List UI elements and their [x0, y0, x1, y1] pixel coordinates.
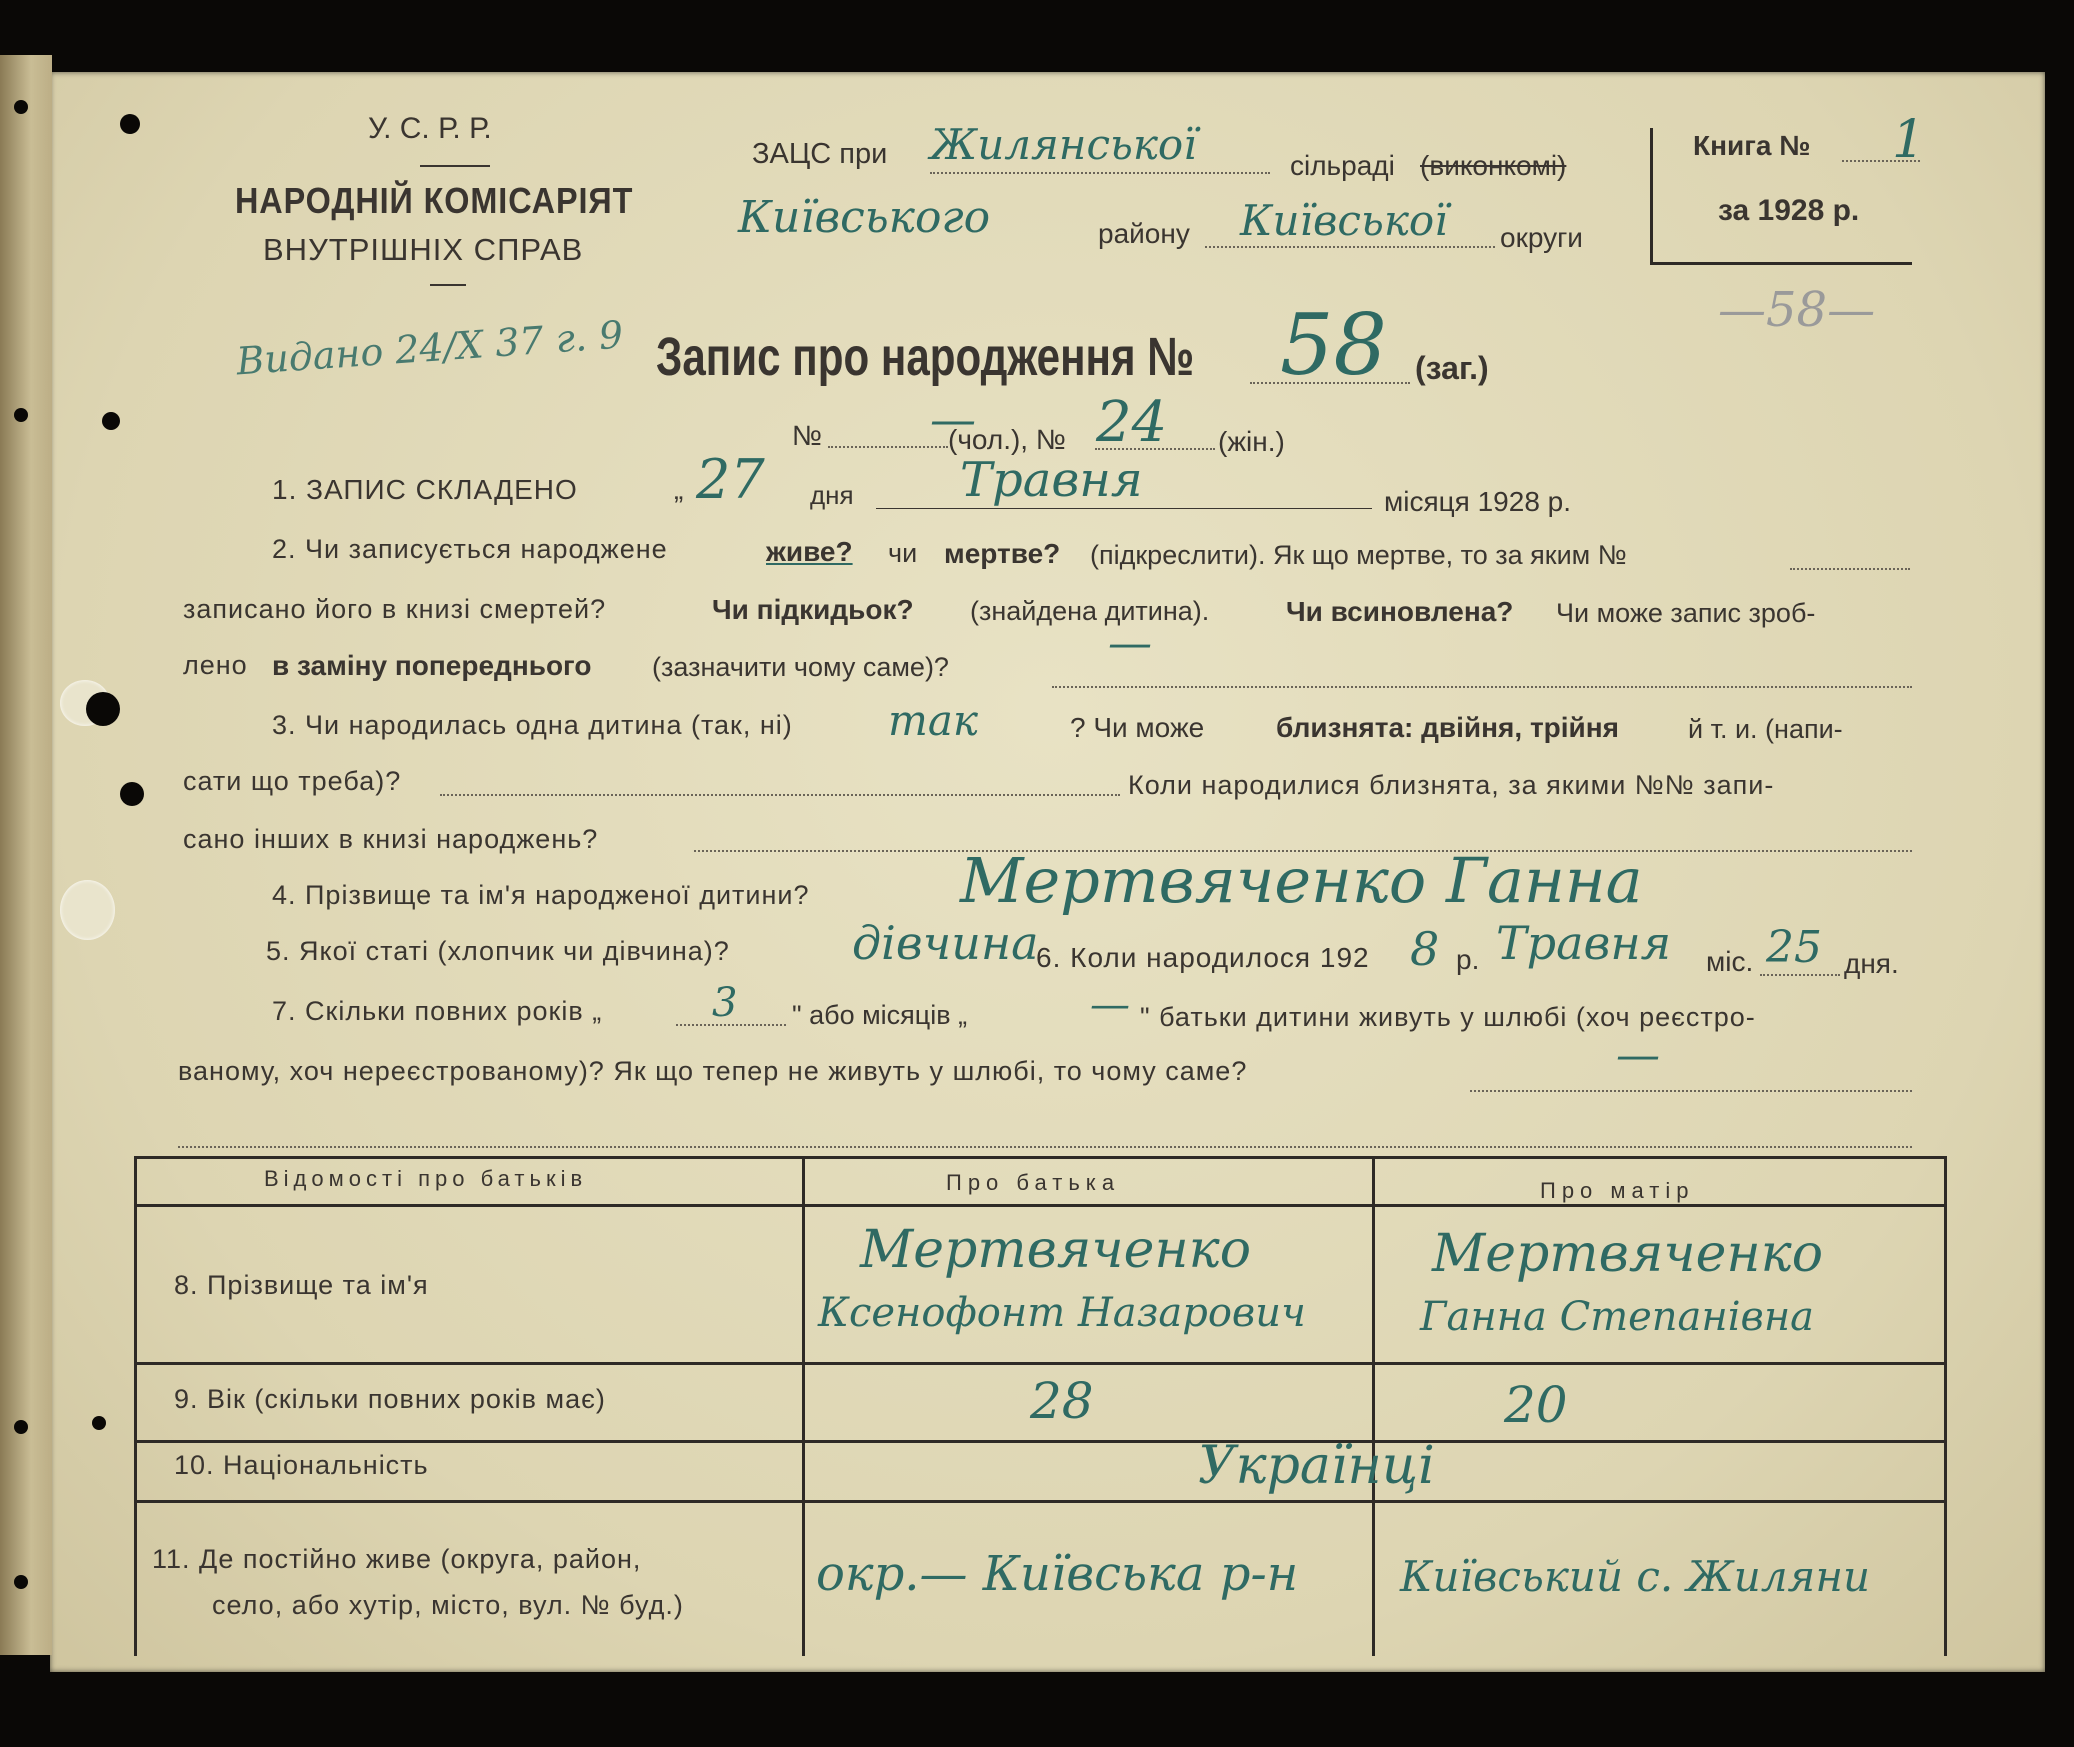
q3-line1a: 3. Чи народилась одна дитина (так, ні): [272, 710, 793, 740]
nationality-value: Українці: [1198, 1436, 1435, 1496]
q1-label: 1. ЗАПИС СКЛАДЕНО: [272, 474, 578, 505]
q7-line1a: 7. Скільки повних років „: [272, 996, 603, 1026]
q1-tail: місяця 1928 р.: [1384, 486, 1572, 517]
table-border: [134, 1440, 1944, 1443]
father-name: Ксенофонт Назарович: [818, 1290, 1306, 1336]
q5-label: 5. Якої статі (хлопчик чи дівчина)?: [266, 936, 730, 966]
zags-value: Жилянської: [930, 120, 1197, 169]
q1-dnia: дня: [810, 480, 854, 510]
table-border: [802, 1156, 805, 1656]
table-border: [1944, 1156, 1947, 1656]
fill-line: [1790, 568, 1910, 570]
book-box-border: [1650, 128, 1653, 262]
punch-dot: [92, 1416, 106, 1430]
q3-line2b: Коли народилися близнята, за якими №№ запи-: [1128, 770, 1775, 800]
record-suffix: (заг.): [1415, 350, 1489, 386]
father-residence: окр.— Київська р-н: [816, 1546, 1299, 1602]
table-border: [134, 1156, 137, 1656]
chol-value: —: [930, 392, 976, 446]
zags-label: ЗАЦС при: [752, 138, 888, 170]
fill-line: [828, 446, 948, 448]
q2-zhyve: живе?: [766, 536, 853, 567]
fill-line: [440, 794, 1120, 796]
table-border: [134, 1156, 1944, 1159]
q7-answer: —: [1616, 1030, 1660, 1081]
raion-value: Київського: [738, 192, 991, 243]
punch-dot: [120, 782, 144, 806]
zhin-label: (жін.): [1218, 426, 1285, 457]
fill-line: [1250, 382, 1410, 384]
okruha-value: Київської: [1240, 196, 1448, 245]
row-age-label: 9. Вік (скільки повних років має): [174, 1384, 606, 1414]
q1-day: 27: [696, 448, 765, 511]
q2-answer: —: [1108, 618, 1152, 669]
row-name-label: 8. Прізвище та ім'я: [174, 1270, 429, 1300]
q6-day: 25: [1766, 922, 1822, 973]
q2-mertve: мертве?: [944, 538, 1061, 569]
table-header-parents: Відомості про батьків: [264, 1166, 588, 1191]
silradi-label: сільраді: [1290, 150, 1395, 181]
q2-line2a: записано його в книзі смертей?: [183, 594, 607, 624]
fill-line: [930, 172, 1270, 174]
book-box-border: [1650, 262, 1912, 265]
fill-line: [1842, 160, 1920, 162]
mother-name: Ганна Степанівна: [1420, 1294, 1815, 1340]
issued-note: Видано 24/X 37 г. 9: [234, 312, 625, 384]
fill-line: [676, 1024, 786, 1026]
record-title: Запис про народження №: [656, 327, 1195, 387]
book-number: 1: [1892, 110, 1926, 170]
q3-line1b: ? Чи може: [1070, 712, 1205, 743]
republic-title: У. С. Р. Р.: [368, 112, 492, 145]
q7-line1b: " або місяців „: [792, 1000, 968, 1030]
q1-month: Травня: [960, 452, 1143, 508]
q2-chy: чи: [888, 538, 918, 568]
book-year: за 1928 р.: [1718, 194, 1860, 227]
q3-answer: так: [888, 696, 978, 745]
table-border: [134, 1204, 1944, 1207]
q7-line1c: " батьки дитини живуть у шлюбі (хоч реєстро-: [1140, 1002, 1756, 1032]
q6-r: р.: [1456, 944, 1480, 975]
q7-months: —: [1090, 982, 1130, 1028]
chol-label: (чол.), №: [948, 424, 1066, 455]
q2-line1a: 2. Чи записується народжене: [272, 534, 668, 564]
fill-line: [1052, 686, 1912, 688]
fill-line: [1205, 246, 1495, 248]
table-header-mother: Про матір: [1540, 1178, 1695, 1203]
q7-years: 3: [712, 980, 738, 1026]
book-label: Книга №: [1693, 130, 1811, 161]
mother-age: 20: [1504, 1376, 1568, 1434]
q3-line2a: сати що треба)?: [183, 766, 402, 796]
punch-dot: [102, 412, 120, 430]
quote-mark: „: [674, 474, 684, 505]
punch-dot: [120, 114, 140, 134]
punch-dot: [86, 692, 120, 726]
binding-hole: [14, 1420, 28, 1434]
commissariat-subtitle: ВНУТРІШНІХ СПРАВ: [263, 232, 584, 267]
q2-pidkydok: Чи підкидьок?: [712, 594, 914, 625]
zhin-value: 24: [1096, 390, 1168, 455]
mother-surname: Мертвяченко: [1432, 1224, 1824, 1284]
q6-mis: міс.: [1706, 946, 1754, 977]
q2-zaminu: в заміну попереднього: [272, 650, 592, 681]
binding-edge: [0, 55, 52, 1655]
row-residence-label-2: село, або хутір, місто, вул. № буд.): [212, 1590, 684, 1620]
no-label: №: [792, 420, 823, 451]
q6-month: Травня: [1496, 916, 1672, 970]
fill-line: [1470, 1090, 1912, 1092]
commissariat-title: НАРОДНІЙ КОМІСАРІЯТ: [235, 180, 634, 221]
q2-vsynovlena: Чи всиновлена?: [1286, 596, 1514, 627]
q6-year: 8: [1410, 922, 1440, 976]
q3-line1c: й т. и. (напи-: [1688, 714, 1843, 744]
binding-hole: [60, 880, 115, 940]
fill-line: [876, 508, 1372, 509]
record-number: 58: [1280, 296, 1387, 394]
q3-line3: сано інших в книзі народжень?: [183, 824, 599, 854]
q2-line3b: (зазначити чому саме)?: [652, 652, 949, 682]
binding-hole: [14, 408, 28, 422]
q5-value: дівчина: [852, 916, 1039, 970]
fill-line: [1095, 448, 1215, 450]
binding-hole: [14, 100, 28, 114]
q2-line2c: Чи може запис зроб-: [1556, 598, 1816, 628]
q3-bliznata: близнята: двійня, трійня: [1276, 712, 1619, 743]
father-age: 28: [1030, 1372, 1094, 1430]
binding-hole: [14, 1575, 28, 1589]
q4-label: 4. Прізвище та ім'я народженої дитини?: [272, 880, 810, 910]
row-residence-label: 11. Де постійно живе (округа, район,: [152, 1544, 642, 1574]
raion-label: району: [1098, 218, 1190, 249]
q2-line3a: лено: [183, 650, 248, 680]
table-header-father: Про батька: [946, 1170, 1121, 1195]
q6-label: 6. Коли народилося 192: [1036, 942, 1370, 973]
q2-line1b: (підкреслити). Як що мертве, то за яким №: [1090, 540, 1627, 570]
fill-line: [178, 1146, 1912, 1148]
q6-dnia: дня.: [1844, 948, 1899, 979]
okruha-label: округи: [1500, 222, 1583, 253]
table-border: [134, 1500, 1944, 1503]
q2-line2b: (знайдена дитина).: [970, 596, 1210, 626]
table-border: [134, 1362, 1944, 1365]
fill-line: [1760, 974, 1840, 976]
vykonkomi-label: (виконкомі): [1420, 150, 1567, 181]
divider: [430, 284, 466, 286]
mother-residence: Київський с. Жиляни: [1400, 1552, 1871, 1601]
row-nationality-label: 10. Національність: [174, 1450, 429, 1480]
divider: [420, 165, 490, 167]
side-number: —58—: [1718, 282, 1876, 338]
q7-line2: ваному, хоч нереєстрованому)? Як що тепер не живуть у шлюбі, то чому саме?: [178, 1056, 1248, 1086]
table-border: [1372, 1156, 1375, 1656]
q4-value: Мертвяченко Ганна: [960, 844, 1643, 917]
father-surname: Мертвяченко: [860, 1220, 1252, 1280]
